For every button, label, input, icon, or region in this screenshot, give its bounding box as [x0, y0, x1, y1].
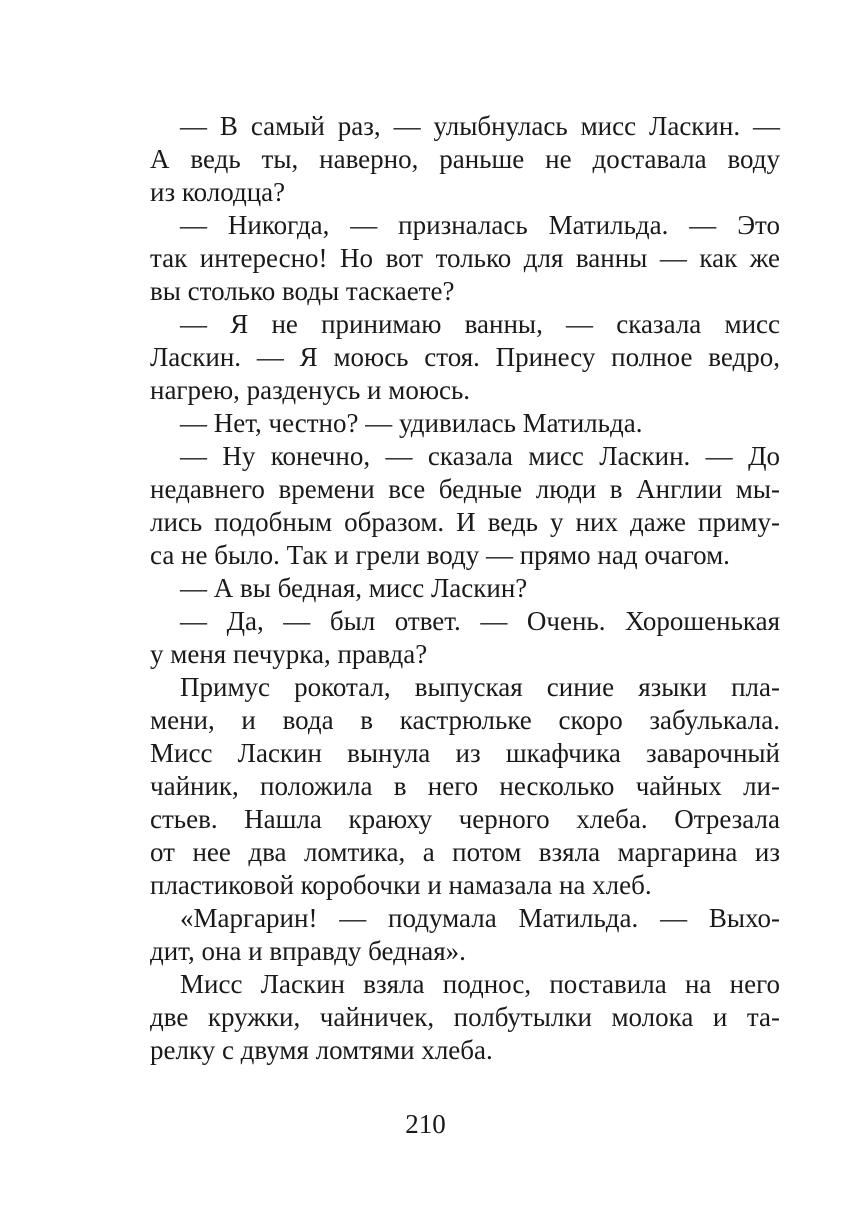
text-line: стьев. Нашла краюху черного хлеба. Отрезала	[150, 804, 780, 834]
page-number: 210	[405, 1109, 446, 1139]
text-line: релку с двумя ломтями хлеба.	[150, 1035, 493, 1065]
body-text	[150, 110, 780, 1067]
text-line: недавнего времени все бедные люди в Англии мы-	[150, 474, 780, 504]
text-line: Примус рокотал, выпуская синие языки пла-	[180, 672, 780, 702]
text-line: — А вы бедная, мисс Ласкин?	[180, 573, 528, 603]
text-line: — Да, — был ответ. — Очень. Хорошенькая	[180, 606, 780, 636]
text-line: мени, и вода в кастрюльке скоро забулькала.	[150, 705, 780, 735]
text-line: — Нет, честно? — удивилась Матильда.	[180, 408, 643, 438]
text-line: две кружки, чайничек, полбутылки молока и та-	[150, 1002, 780, 1032]
text-line: Ласкин. — Я моюсь стоя. Принесу полное ведро,	[150, 342, 780, 372]
text-line: у меня печурка, правда?	[150, 639, 428, 669]
text-line: чайник, положила в него несколько чайных ли-	[150, 771, 780, 801]
text-line: — Никогда, — призналась Матильда. — Это	[180, 210, 780, 240]
text-line: «Маргарин! — подумала Матильда. — Выхо-	[180, 903, 780, 933]
text-line: — Ну конечно, — сказала мисс Ласкин. — До	[180, 441, 780, 471]
text-line: — Я не принимаю ванны, — сказала мисс	[180, 309, 780, 339]
text-line: дит, она и вправду бедная».	[150, 936, 466, 966]
text-line: из колодца?	[150, 177, 286, 207]
text-line: са не было. Так и грели воду — прямо над очагом.	[150, 540, 730, 570]
text-line: вы столько воды таскаете?	[150, 276, 455, 306]
text-line: от нее два ломтика, а потом взяла маргарина из	[150, 837, 780, 867]
text-line: пластиковой коробочки и намазала на хлеб.	[150, 870, 652, 900]
text-line: лись подобным образом. И ведь у них даже приму-	[150, 507, 780, 537]
text-line: Мисс Ласкин вынула из шкафчика заварочный	[150, 738, 780, 768]
text-line: так интересно! Но вот только для ванны — как же	[150, 243, 780, 273]
text-line: нагрею, разденусь и моюсь.	[150, 375, 471, 405]
text-line: А ведь ты, наверно, раньше не доставала воду	[150, 144, 780, 174]
text-line: Мисс Ласкин взяла поднос, поставила на него	[180, 969, 780, 999]
text-line: — В самый раз, — улыбнулась мисс Ласкин. —	[180, 111, 780, 141]
